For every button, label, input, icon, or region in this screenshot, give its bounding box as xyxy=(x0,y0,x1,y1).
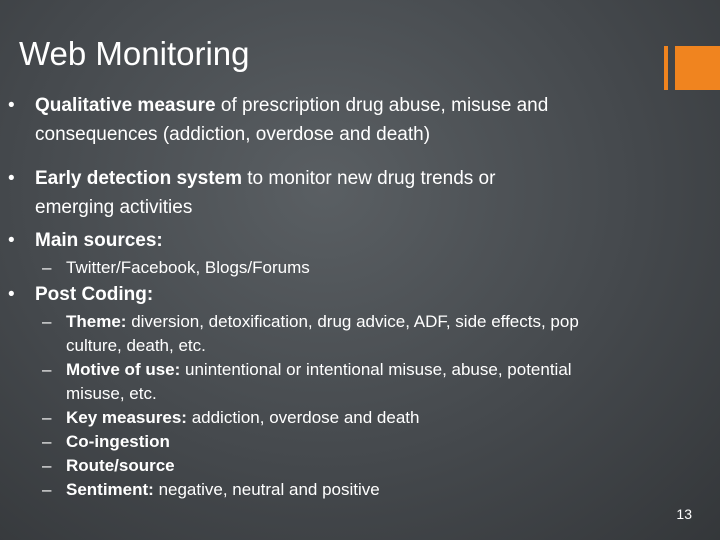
page-number: 13 xyxy=(676,506,692,522)
bullet-text xyxy=(35,283,695,307)
dash-glyph: – xyxy=(42,408,52,427)
dash-glyph: – xyxy=(42,258,52,277)
bullet-text-continued: emerging activities xyxy=(35,197,193,218)
bullet-rest: of prescription drug abuse, misuse and xyxy=(215,95,549,116)
sub-text-continued: misuse, etc. xyxy=(66,384,157,403)
bullet-text xyxy=(35,229,695,253)
sub-text xyxy=(66,478,686,502)
sub-text xyxy=(66,454,686,478)
bullet-bold: Main sources: xyxy=(35,230,163,251)
sub-text: Twitter/Facebook, Blogs/Forums xyxy=(66,258,310,277)
sub-rest: diversion, detoxification, drug advice, ADF, side effects, pop xyxy=(126,312,579,331)
sub-bold: Theme: xyxy=(66,312,127,331)
sub-text xyxy=(66,430,686,454)
sub-bold: Key measures: xyxy=(66,408,187,427)
sub-text-continued: culture, death, etc. xyxy=(66,336,206,355)
sub-rest: addiction, overdose and death xyxy=(186,408,420,427)
sub-bold: Route/source xyxy=(66,456,175,475)
sub-text xyxy=(66,358,686,382)
bullet-text-continued: consequences (addiction, overdose and death) xyxy=(35,124,431,145)
sub-text xyxy=(66,406,686,430)
accent-bar-thick xyxy=(675,46,720,90)
sub-bold: Co-ingestion xyxy=(66,432,170,451)
sub-rest: unintentional or intentional misuse, abuse, potential xyxy=(180,360,572,379)
bullet-text xyxy=(35,94,695,118)
sub-bold: Motive of use: xyxy=(66,360,181,379)
sub-rest: negative, neutral and positive xyxy=(153,480,380,499)
sub-text xyxy=(66,310,686,334)
bullet-text xyxy=(35,167,695,191)
dash-glyph: – xyxy=(42,360,52,379)
dash-glyph: – xyxy=(42,480,52,499)
dash-glyph: – xyxy=(42,312,52,331)
bullet-glyph: • xyxy=(8,230,15,251)
bullet-bold: Early detection system xyxy=(35,168,242,189)
bullet-rest: to monitor new drug trends or xyxy=(241,168,496,189)
sub-bold: Sentiment: xyxy=(66,480,154,499)
bullet-bold: Post Coding: xyxy=(35,284,154,305)
bullet-bold: Qualitative measure xyxy=(35,95,216,116)
bullet-glyph: • xyxy=(8,284,15,305)
accent-bar-thin xyxy=(664,46,668,90)
bullet-glyph: • xyxy=(8,95,15,116)
dash-glyph: – xyxy=(42,432,52,451)
dash-glyph: – xyxy=(42,456,52,475)
slide-title: Web Monitoring xyxy=(19,35,250,72)
bullet-glyph: • xyxy=(8,168,15,189)
